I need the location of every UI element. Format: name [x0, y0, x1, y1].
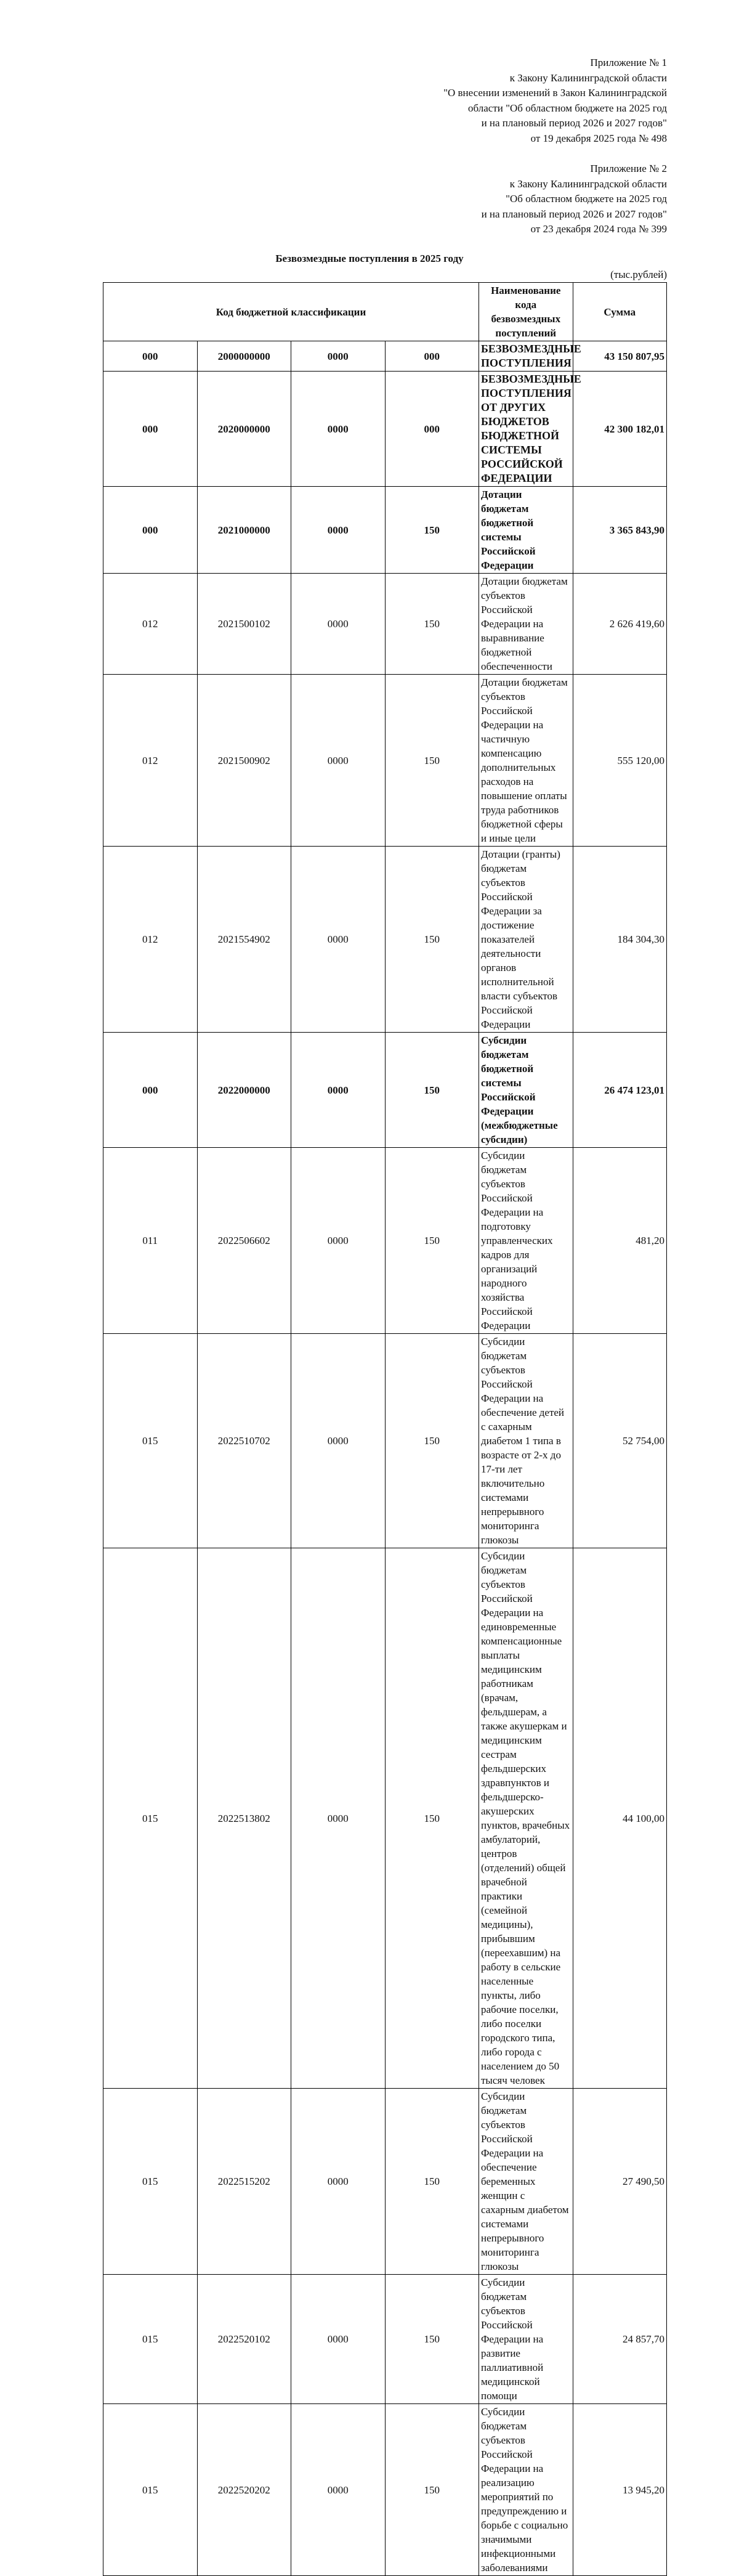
- code-main-cell: 2000000000: [197, 341, 291, 372]
- table-row: [103, 2089, 667, 2275]
- code-main-cell: 2021500102: [197, 574, 291, 675]
- code-sub-cell: 0000: [291, 1148, 386, 1334]
- code-sub-cell: 0000: [291, 675, 386, 847]
- table-body: [103, 341, 667, 2576]
- sum-cell: 555 120,00: [573, 675, 667, 847]
- table-row: [103, 2404, 667, 2576]
- table-row: [103, 1548, 667, 2089]
- code-kosgu-cell: 150: [385, 1334, 479, 1548]
- code-main-cell: 2022520202: [197, 2404, 291, 2576]
- code-sub-cell: 0000: [291, 847, 386, 1033]
- code-sub-cell: 0000: [291, 1033, 386, 1148]
- units-label: (тыс.рублей): [610, 269, 667, 280]
- code-admin-cell: 015: [103, 2404, 198, 2576]
- name-cell: Субсидии бюджетам субъектов Российской Федерации на развитие паллиативной медицинской помощи: [479, 2275, 573, 2404]
- sum-cell: 2 626 419,60: [573, 574, 667, 675]
- code-kosgu-cell: 150: [385, 2404, 479, 2576]
- table-row: [103, 372, 667, 487]
- sum-cell: 13 945,20: [573, 2404, 667, 2576]
- code-admin-cell: 015: [103, 2089, 198, 2275]
- header-name: Наименование кода безвозмездных поступлений: [479, 283, 573, 341]
- name-cell: Дотации бюджетам субъектов Российской Федерации на выравнивание бюджетной обеспеченности: [479, 574, 573, 675]
- code-sub-cell: 0000: [291, 2089, 386, 2275]
- code-admin-cell: 015: [103, 1548, 198, 2089]
- code-admin-cell: 015: [103, 2275, 198, 2404]
- code-main-cell: 2022510702: [197, 1334, 291, 1548]
- code-admin-cell: 000: [103, 1033, 198, 1148]
- name-cell: Дотации (гранты) бюджетам субъектов Российской Федерации за достижение показателей деятельности органов исполнительной власти субъектов Российской Федерации: [479, 847, 573, 1033]
- code-main-cell: 2022000000: [197, 1033, 291, 1148]
- sum-cell: 3 365 843,90: [573, 487, 667, 574]
- appendix-1-line: "О внесении изменений в Закон Калининградской: [443, 87, 667, 99]
- code-admin-cell: 012: [103, 675, 198, 847]
- code-kosgu-cell: 000: [385, 372, 479, 487]
- code-kosgu-cell: 150: [385, 847, 479, 1033]
- code-admin-cell: 011: [103, 1148, 198, 1334]
- header-code: Код бюджетной классификации: [103, 283, 479, 341]
- appendix-1-header: [443, 55, 667, 146]
- code-sub-cell: 0000: [291, 341, 386, 372]
- name-cell: БЕЗВОЗМЕЗДНЫЕ ПОСТУПЛЕНИЯ ОТ ДРУГИХ БЮДЖЕТОВ БЮДЖЕТНОЙ СИСТЕМЫ РОССИЙСКОЙ ФЕДЕРАЦИИ: [479, 372, 573, 487]
- name-cell: Дотации бюджетам субъектов Российской Федерации на частичную компенсацию дополнительных расходов на повышение оплаты труда работников бюджетной сферы и иные цели: [479, 675, 573, 847]
- code-admin-cell: 000: [103, 341, 198, 372]
- code-sub-cell: 0000: [291, 2275, 386, 2404]
- code-sub-cell: 0000: [291, 487, 386, 574]
- code-kosgu-cell: 150: [385, 2089, 479, 2275]
- table-row: [103, 487, 667, 574]
- appendix-2-line: и на плановый период 2026 и 2027 годов": [481, 208, 667, 220]
- code-admin-cell: 012: [103, 574, 198, 675]
- code-main-cell: 2022515202: [197, 2089, 291, 2275]
- code-kosgu-cell: 150: [385, 1033, 479, 1148]
- code-main-cell: 2022520102: [197, 2275, 291, 2404]
- document-title: Безвозмездные поступления в 2025 году: [275, 253, 464, 264]
- sum-cell: 27 490,50: [573, 2089, 667, 2275]
- table-row: [103, 341, 667, 372]
- appendix-2-header: [482, 161, 667, 237]
- appendix-2-line: Приложение № 2: [590, 163, 667, 174]
- sum-cell: 44 100,00: [573, 1548, 667, 2089]
- code-kosgu-cell: 150: [385, 1548, 479, 2089]
- code-admin-cell: 015: [103, 1334, 198, 1548]
- code-kosgu-cell: 150: [385, 1148, 479, 1334]
- code-admin-cell: 012: [103, 847, 198, 1033]
- code-kosgu-cell: 150: [385, 2275, 479, 2404]
- sum-cell: 52 754,00: [573, 1334, 667, 1548]
- table-header-row: [103, 283, 667, 341]
- table-row: [103, 2275, 667, 2404]
- header-sum: Сумма: [573, 283, 667, 341]
- code-sub-cell: 0000: [291, 574, 386, 675]
- name-cell: Субсидии бюджетам субъектов Российской Федерации на единовременные компенсационные выплаты медицинским работникам (врачам, фельдшерам, а также акушеркам и медицинским сестрам фельдшерских здравпунктов и фельдшерско-акушерских пунктов, врачебных амбулаторий, центров (отделений) общей врачебной практики (семейной медицины), прибывшим (переехавшим) на работу в сельские населенные пункты, либо рабочие поселки, либо поселки городского типа, либо города с населением до 50 тысяч человек: [479, 1548, 573, 2089]
- name-cell: Дотации бюджетам бюджетной системы Российской Федерации: [479, 487, 573, 574]
- sum-cell: 481,20: [573, 1148, 667, 1334]
- sum-cell: 184 304,30: [573, 847, 667, 1033]
- sum-cell: 42 300 182,01: [573, 372, 667, 487]
- sum-cell: 26 474 123,01: [573, 1033, 667, 1148]
- name-cell: Субсидии бюджетам субъектов Российской Федерации на обеспечение беременных женщин с сахарным диабетом системами непрерывного мониторинга глюкозы: [479, 2089, 573, 2275]
- name-cell: Субсидии бюджетам субъектов Российской Федерации на подготовку управленческих кадров для организаций народного хозяйства Российской Федерации: [479, 1148, 573, 1334]
- code-admin-cell: 000: [103, 372, 198, 487]
- name-cell: БЕЗВОЗМЕЗДНЫЕ ПОСТУПЛЕНИЯ: [479, 341, 573, 372]
- code-kosgu-cell: 150: [385, 487, 479, 574]
- appendix-1-line: области "Об областном бюджете на 2025 год: [468, 102, 667, 114]
- code-kosgu-cell: 150: [385, 675, 479, 847]
- code-kosgu-cell: 150: [385, 574, 479, 675]
- table-row: [103, 574, 667, 675]
- table-row: [103, 1033, 667, 1148]
- name-cell: Субсидии бюджетам субъектов Российской Федерации на обеспечение детей с сахарным диабетом 1 типа в возрасте от 2-х до 17-ти лет включительно системами непрерывного мониторинга глюкозы: [479, 1334, 573, 1548]
- code-sub-cell: 0000: [291, 1548, 386, 2089]
- appendix-1-line: к Закону Калининградской области: [509, 71, 667, 84]
- table-row: [103, 1148, 667, 1334]
- code-sub-cell: 0000: [291, 2404, 386, 2576]
- code-sub-cell: 0000: [291, 372, 386, 487]
- code-main-cell: 2021500902: [197, 675, 291, 847]
- name-cell: Субсидии бюджетам бюджетной системы Российской Федерации (межбюджетные субсидии): [479, 1033, 573, 1148]
- code-main-cell: 2022513802: [197, 1548, 291, 2089]
- appendix-2-line: от 23 декабря 2024 года № 399: [530, 223, 667, 235]
- code-main-cell: 2021554902: [197, 847, 291, 1033]
- appendix-2-line: к Закону Калининградской области: [509, 177, 667, 190]
- appendix-1-line: Приложение № 1: [590, 57, 667, 68]
- code-main-cell: 2022506602: [197, 1148, 291, 1334]
- revenue-table: [103, 282, 667, 2576]
- sum-cell: 43 150 807,95: [573, 341, 667, 372]
- code-kosgu-cell: 000: [385, 341, 479, 372]
- table-row: [103, 675, 667, 847]
- appendix-1-line: от 19 декабря 2025 года № 498: [530, 132, 667, 144]
- appendix-2-line: "Об областном бюджете на 2025 год: [506, 193, 667, 205]
- sum-cell: 24 857,70: [573, 2275, 667, 2404]
- code-main-cell: 2020000000: [197, 372, 291, 487]
- code-admin-cell: 000: [103, 487, 198, 574]
- name-cell: Субсидии бюджетам субъектов Российской Федерации на реализацию мероприятий по предупреждению и борьбе с социально значимыми инфекционными заболеваниями: [479, 2404, 573, 2576]
- table-row: [103, 1334, 667, 1548]
- table-row: [103, 847, 667, 1033]
- code-main-cell: 2021000000: [197, 487, 291, 574]
- code-sub-cell: 0000: [291, 1334, 386, 1548]
- appendix-1-line: и на плановый период 2026 и 2027 годов": [481, 117, 667, 129]
